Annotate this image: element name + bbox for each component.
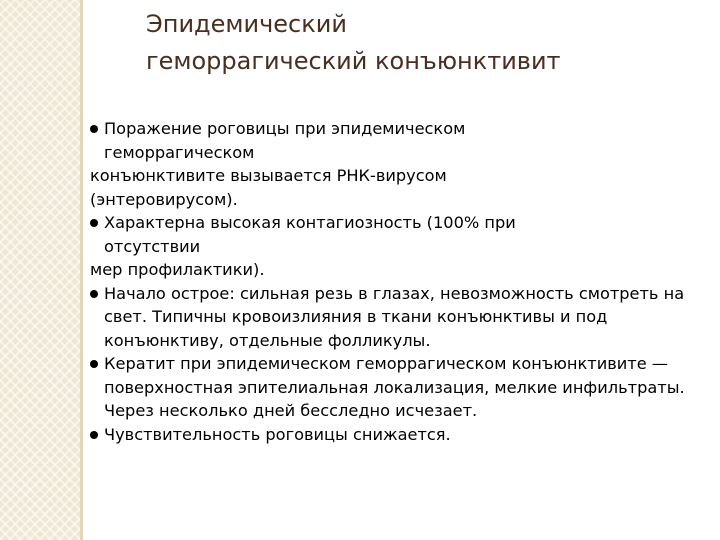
paragraph-first-line: Чувствительность роговицы снижается.	[104, 424, 451, 444]
bullet-icon	[90, 125, 98, 133]
bullet-icon	[90, 290, 98, 298]
title-line-1: Эпидемический	[146, 10, 347, 38]
slide-body	[90, 117, 715, 446]
paragraph-continuation: (энтеровирусом).	[90, 189, 238, 209]
slide-title	[146, 6, 716, 80]
paragraph-first-line: Характерна высокая контагиозность (100% при	[104, 213, 516, 232]
paragraph-continuation: геморрагическом	[104, 142, 255, 162]
decorative-side-band	[0, 0, 80, 540]
bullet-paragraph	[90, 211, 715, 258]
paragraph-first-line: Начало острое: сильная резь в глазах,	[104, 283, 435, 303]
plain-paragraph	[90, 164, 715, 211]
plain-paragraph	[90, 258, 715, 282]
paragraph-first-line: мер профилактики).	[90, 260, 265, 279]
bullet-paragraph	[90, 352, 715, 423]
bullet-icon	[90, 219, 98, 227]
paragraph-first-line: Поражение роговицы при эпидемическом	[104, 119, 466, 138]
bullet-paragraph	[90, 423, 715, 447]
paragraph-continuation: конъюнктивите — поверхностная эпителиальная локализация, мелкие инфильтраты. Через несколько дней бесследно исчезает.	[104, 354, 685, 420]
title-line-2: геморрагический конъюнктивит	[146, 47, 561, 75]
paragraph-first-line: Кератит при эпидемическом геморрагическом	[104, 354, 507, 373]
paragraph-continuation: невозможность смотреть на свет. Типичны кровоизлияния в ткани конъюнктивы и под конъюнктиву, отдельные фолликулы.	[104, 283, 685, 350]
bullet-paragraph	[90, 282, 715, 353]
bullet-icon	[90, 360, 98, 368]
paragraph-continuation: отсутствии	[104, 236, 201, 256]
bullet-icon	[90, 431, 98, 439]
paragraph-first-line: конъюнктивите вызывается РНК-вирусом	[90, 166, 447, 185]
bullet-paragraph	[90, 117, 715, 164]
side-band-edge	[80, 0, 83, 540]
